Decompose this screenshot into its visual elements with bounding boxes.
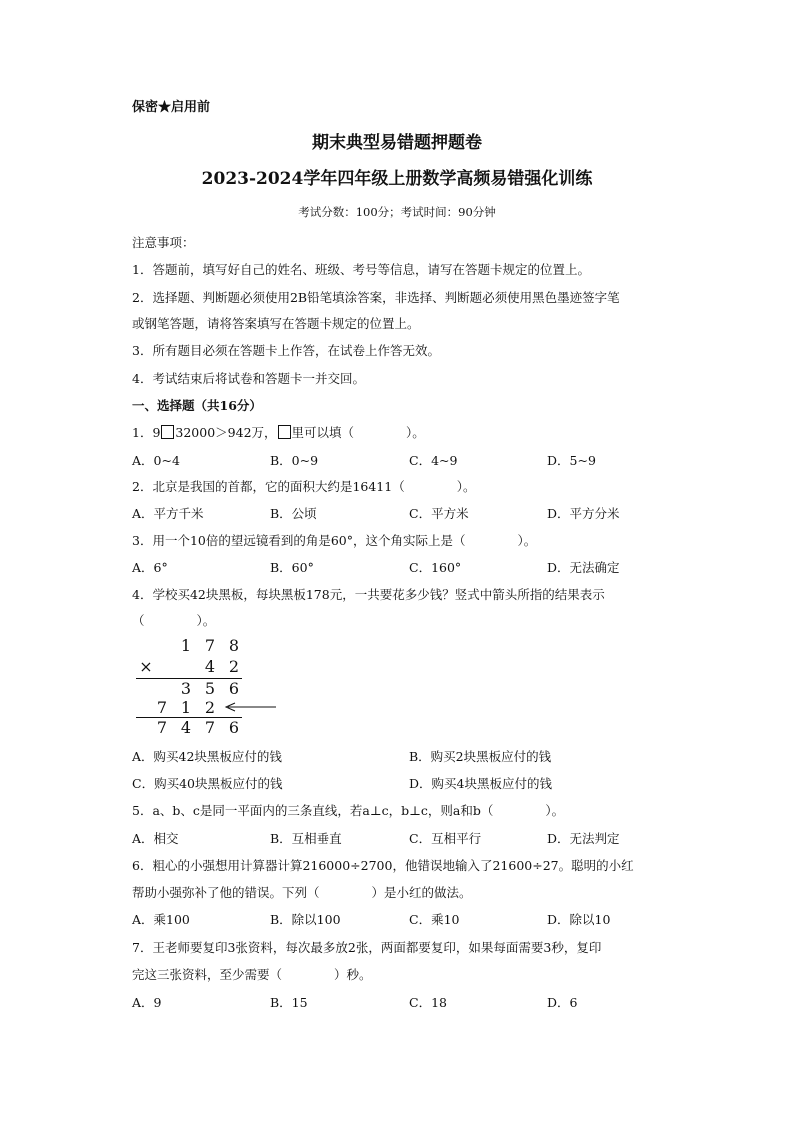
question-6-line-1: 6．粗心的小强想用计算器计算216000÷2700，他错误地输入了21600÷27。聪明的小红 xyxy=(132,858,634,873)
notes-heading: 注意事项： xyxy=(132,235,195,250)
calc-digit: 8 xyxy=(228,636,240,655)
q1-option-c: C．4~9 xyxy=(409,453,458,468)
question-1 xyxy=(132,423,425,441)
q5-text-end: ）。 xyxy=(545,803,565,818)
q7-option-b: B．15 xyxy=(270,995,308,1010)
q5-option-b: B．互相垂直 xyxy=(270,831,342,846)
calc-digit: 7 xyxy=(156,698,168,717)
q3-text-end: ）。 xyxy=(517,533,537,548)
question-6-line-2 xyxy=(132,883,472,901)
question-3 xyxy=(132,531,536,549)
q5-text: 5．a、b、c是同一平面内的三条直线，若a⊥c，b⊥c，则a和b（ xyxy=(132,803,494,818)
times-sign: × xyxy=(139,657,153,676)
q3-text: 3．用一个10倍的望远镜看到的角是60°，这个角实际上是（ xyxy=(132,533,466,548)
q4-text-open: （ xyxy=(132,613,145,628)
q4-option-a: A．购买42块黑板应付的钱 xyxy=(132,749,282,764)
q7-option-c: C．18 xyxy=(409,995,447,1010)
note-item: 3．所有题目必须在答题卡上作答，在试卷上作答无效。 xyxy=(132,343,440,358)
q1-text-post: 32000＞942万， xyxy=(175,425,277,440)
q1-option-a: A．0~4 xyxy=(132,453,180,468)
note-item: 1．答题前，填写好自己的姓名、班级、考号等信息，请写在答题卡规定的位置上。 xyxy=(132,262,590,277)
q5-option-a: A．相交 xyxy=(132,831,179,846)
q1-text-pre: 1．9 xyxy=(132,425,161,440)
calc-digit: 7 xyxy=(156,718,168,737)
calc-digit: 4 xyxy=(204,657,216,676)
vertical-multiplication xyxy=(136,634,286,739)
q7-option-a: A．9 xyxy=(132,995,162,1010)
calc-digit: 1 xyxy=(180,698,192,717)
q2-option-c: C．平方米 xyxy=(409,506,469,521)
calc-digit: 6 xyxy=(228,679,240,698)
note-item: 4．考试结束后将试卷和答题卡一并交回。 xyxy=(132,371,365,386)
calc-digit: 7 xyxy=(204,718,216,737)
q2-option-d: D．平方分米 xyxy=(547,506,620,521)
q6-option-c: C．乘10 xyxy=(409,912,460,927)
q2-text-end: ）。 xyxy=(456,479,476,494)
calc-digit: 5 xyxy=(204,679,216,698)
q4-text-end: ）。 xyxy=(196,613,216,628)
question-2 xyxy=(132,477,475,495)
note-item: 或钢笔答题，请将答案填写在答题卡规定的位置上。 xyxy=(132,316,420,331)
q4-option-c: C．购买40块黑板应付的钱 xyxy=(132,776,283,791)
q7-option-d: D．6 xyxy=(547,995,578,1010)
q2-option-a: A．平方千米 xyxy=(132,506,204,521)
question-4-line-1: 4．学校买42块黑板，每块黑板178元，一共要花多少钱？竖式中箭头所指的结果表示 xyxy=(132,587,605,602)
exam-subtitle: 2023-2024学年四年级上册数学高频易错强化训练 xyxy=(201,169,593,189)
q5-option-d: D．无法判定 xyxy=(547,831,620,846)
calc-digit: 7 xyxy=(204,636,216,655)
calc-digit: 2 xyxy=(228,657,240,676)
q1-text-end: ）。 xyxy=(406,425,425,440)
q3-option-a: A．6° xyxy=(132,560,168,575)
q1-option-b: B．0~9 xyxy=(270,453,319,468)
note-item: 2．选择题、判断题必须使用2B铅笔填涂答案，非选择、判断题必须使用黑色墨迹签字笔 xyxy=(132,290,620,305)
q1-text-post2: 里可以填（ xyxy=(291,425,355,440)
calc-digit: 1 xyxy=(180,636,192,655)
calc-digit: 3 xyxy=(180,679,192,698)
q7-text-pre: 完这三张资料，至少需要（ xyxy=(132,967,283,982)
q3-option-c: C．160° xyxy=(409,560,462,575)
calc-digit: 2 xyxy=(204,698,216,717)
q3-option-d: D．无法确定 xyxy=(547,560,620,575)
blank-box-icon xyxy=(278,425,291,439)
q6-option-d: D．除以10 xyxy=(547,912,611,927)
calc-digit: 6 xyxy=(228,718,240,737)
q6-option-a: A．乘100 xyxy=(132,912,190,927)
q6-text-end: ）是小红的做法。 xyxy=(371,885,472,900)
q6-option-b: B．除以100 xyxy=(270,912,341,927)
q4-option-d: D．购买4块黑板应付的钱 xyxy=(409,776,552,791)
q6-text-pre: 帮助小强弥补了他的错误。下列（ xyxy=(132,885,320,900)
question-7-line-1: 7．王老师要复印3张资料，每次最多放2张，两面都要复印，如果每面需要3秒，复印 xyxy=(132,940,602,955)
q7-text-end: ）秒。 xyxy=(334,967,372,982)
q4-option-b: B．购买2块黑板应付的钱 xyxy=(409,749,552,764)
arrow-left-icon xyxy=(220,698,280,718)
confidential-label: 保密★启用前 xyxy=(132,100,211,115)
calc-digit: 4 xyxy=(180,718,192,737)
exam-meta: 考试分数：100分；考试时间：90分钟 xyxy=(298,205,496,219)
question-7-line-2 xyxy=(132,965,372,983)
q3-option-b: B．60° xyxy=(270,560,314,575)
q2-option-b: B．公顷 xyxy=(270,506,317,521)
q2-text: 2．北京是我国的首都，它的面积大约是16411（ xyxy=(132,479,405,494)
q5-option-c: C．互相平行 xyxy=(409,831,482,846)
blank-box-icon xyxy=(161,425,174,439)
question-4-line-2 xyxy=(132,611,215,629)
exam-title: 期末典型易错题押题卷 xyxy=(312,133,482,153)
question-5 xyxy=(132,801,564,819)
q1-option-d: D．5~9 xyxy=(547,453,596,468)
section-heading: 一、选择题（共16分） xyxy=(132,398,262,413)
